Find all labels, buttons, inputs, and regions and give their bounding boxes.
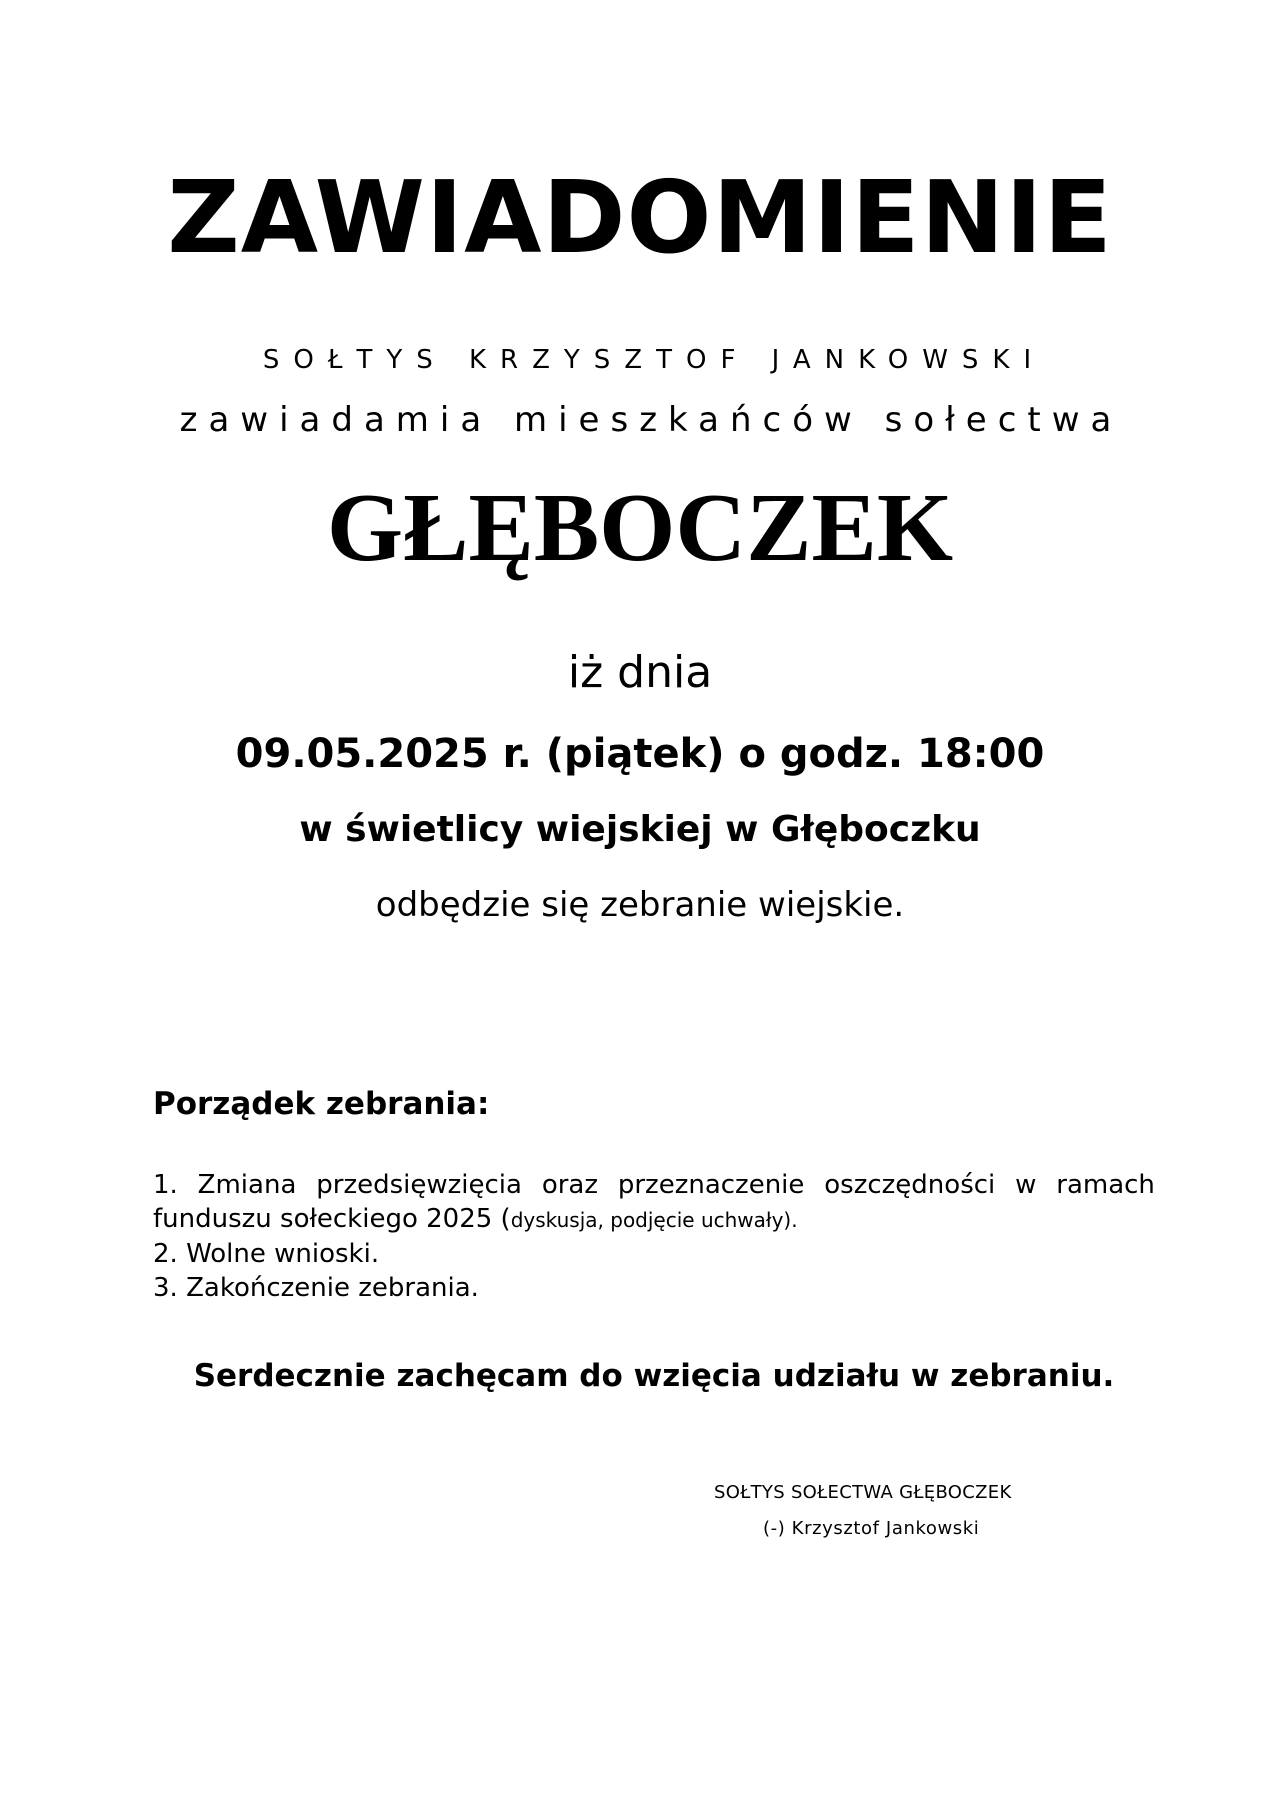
agenda-word: przedsięwzięcia (316, 1170, 522, 1200)
agenda-item-1-continuation: funduszu sołeckiego 2025 ( (153, 1204, 511, 1234)
agenda-item-1-line-1 (153, 1168, 1155, 1202)
meeting-place: w świetlicy wiejskiej w Głęboczku (299, 809, 981, 850)
signature-title: SOŁTYS SOŁECTWA GŁĘBOCZEK (714, 1482, 1012, 1503)
sender-line: SOŁTYS KRZYSZTOF JANKOWSKI (262, 345, 1046, 375)
agenda-word: ramach (1056, 1170, 1155, 1200)
agenda-item-1-line-2 (153, 1202, 1155, 1237)
agenda-word: Zmiana (197, 1170, 297, 1200)
agenda-heading: Porządek zebrania: (153, 1086, 490, 1122)
agenda-item-3: 3. Zakończenie zebrania. (153, 1273, 479, 1303)
agenda-word: przeznaczenie (617, 1170, 805, 1200)
agenda-item-2: 2. Wolne wnioski. (153, 1239, 380, 1269)
intro-text: iż dnia (567, 647, 713, 698)
recipients-line: zawiadamia mieszkańców sołectwa (179, 400, 1123, 440)
agenda-item-1-note: dyskusja, podjęcie uchwały). (510, 1208, 798, 1232)
meeting-description: odbędzie się zebranie wiejskie. (375, 885, 905, 925)
closing-invitation: Serdecznie zachęcam do wzięcia udziału w zebraniu. (193, 1358, 1115, 1394)
meeting-date: 09.05.2025 r. (piątek) o godz. 18:00 (235, 731, 1045, 777)
village-name: GŁĘBOCZEK (326, 474, 954, 582)
agenda-word: 1. (153, 1170, 178, 1200)
agenda-word: oraz (541, 1170, 598, 1200)
notice-title: ZAWIADOMIENIE (167, 159, 1113, 276)
agenda-word: oszczędności (824, 1170, 996, 1200)
signature-name: (-) Krzysztof Jankowski (763, 1518, 980, 1539)
agenda-word: w (1015, 1170, 1037, 1200)
